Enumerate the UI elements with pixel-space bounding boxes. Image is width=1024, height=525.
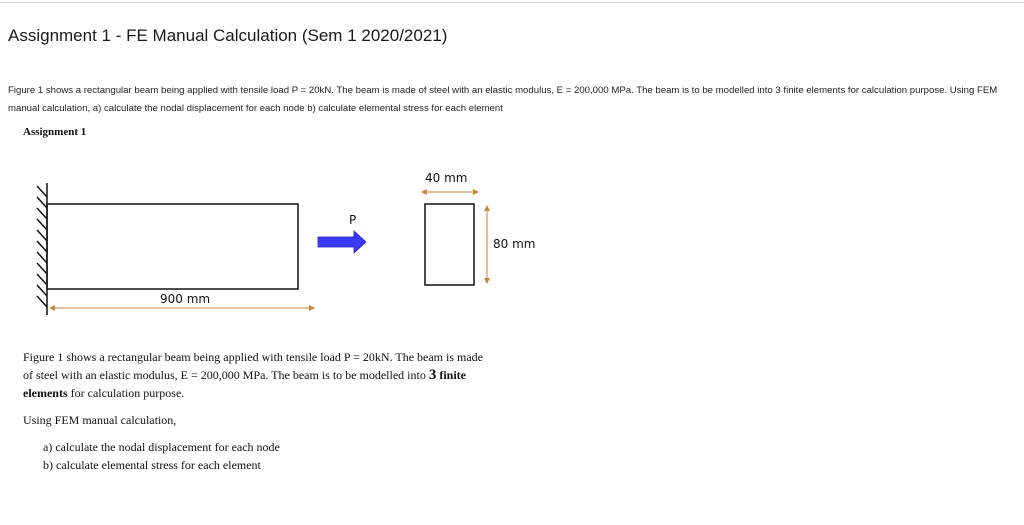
task-a: a) calculate the nodal displacement for each node (43, 440, 280, 454)
element-count: 3 (428, 367, 437, 383)
instruction: Using FEM manual calculation, (23, 413, 177, 427)
problem-line (23, 366, 563, 384)
hatch-line (37, 230, 47, 241)
hatch-line (37, 252, 47, 263)
load-arrow (318, 231, 366, 253)
fixed-support (37, 183, 47, 315)
hatch-line (37, 274, 47, 285)
beam (47, 204, 298, 289)
text: of steel with an elastic modulus, E = 200,000 MPa. The beam is to be modelled into (23, 368, 429, 382)
problem-statement (23, 348, 563, 474)
hatch-line (37, 186, 47, 197)
problem-line (23, 384, 563, 402)
hatch-line (37, 197, 47, 208)
hatch-line (37, 208, 47, 219)
cross-section (425, 204, 474, 285)
length-label: 900 mm (160, 292, 211, 306)
description: Figure 1 shows a rectangular beam being applied with tensile load P = 20kN. The beam is made of steel with an elastic modulus, E = 200,000 MPa. The beam is to be modelled into 3 finite elements for calculation purpose. Using FEM manual calculation, a) calculate the nodal displacement for each node b) calculate elemental stress for each element (8, 85, 998, 114)
task-b: b) calculate elemental stress for each element (43, 458, 261, 472)
problem-line: Figure 1 shows a rectangular beam being applied with tensile load P = 20kN. The beam is made (23, 350, 483, 364)
text: for calculation purpose. (67, 386, 185, 400)
text: finite (436, 368, 466, 382)
height-label: 80 mm (493, 237, 536, 251)
hatch-line (37, 296, 47, 307)
width-label: 40 mm (425, 171, 468, 185)
page-title: Assignment 1 - FE Manual Calculation (Sem 1 2020/2021) (8, 26, 448, 45)
figure-heading: Assignment 1 (23, 126, 87, 138)
text: elements (23, 386, 68, 400)
hatch-line (37, 241, 47, 252)
hatch-line (37, 263, 47, 274)
hatch-line (37, 285, 47, 296)
load-label: P (349, 213, 357, 227)
hatch-line (37, 219, 47, 230)
